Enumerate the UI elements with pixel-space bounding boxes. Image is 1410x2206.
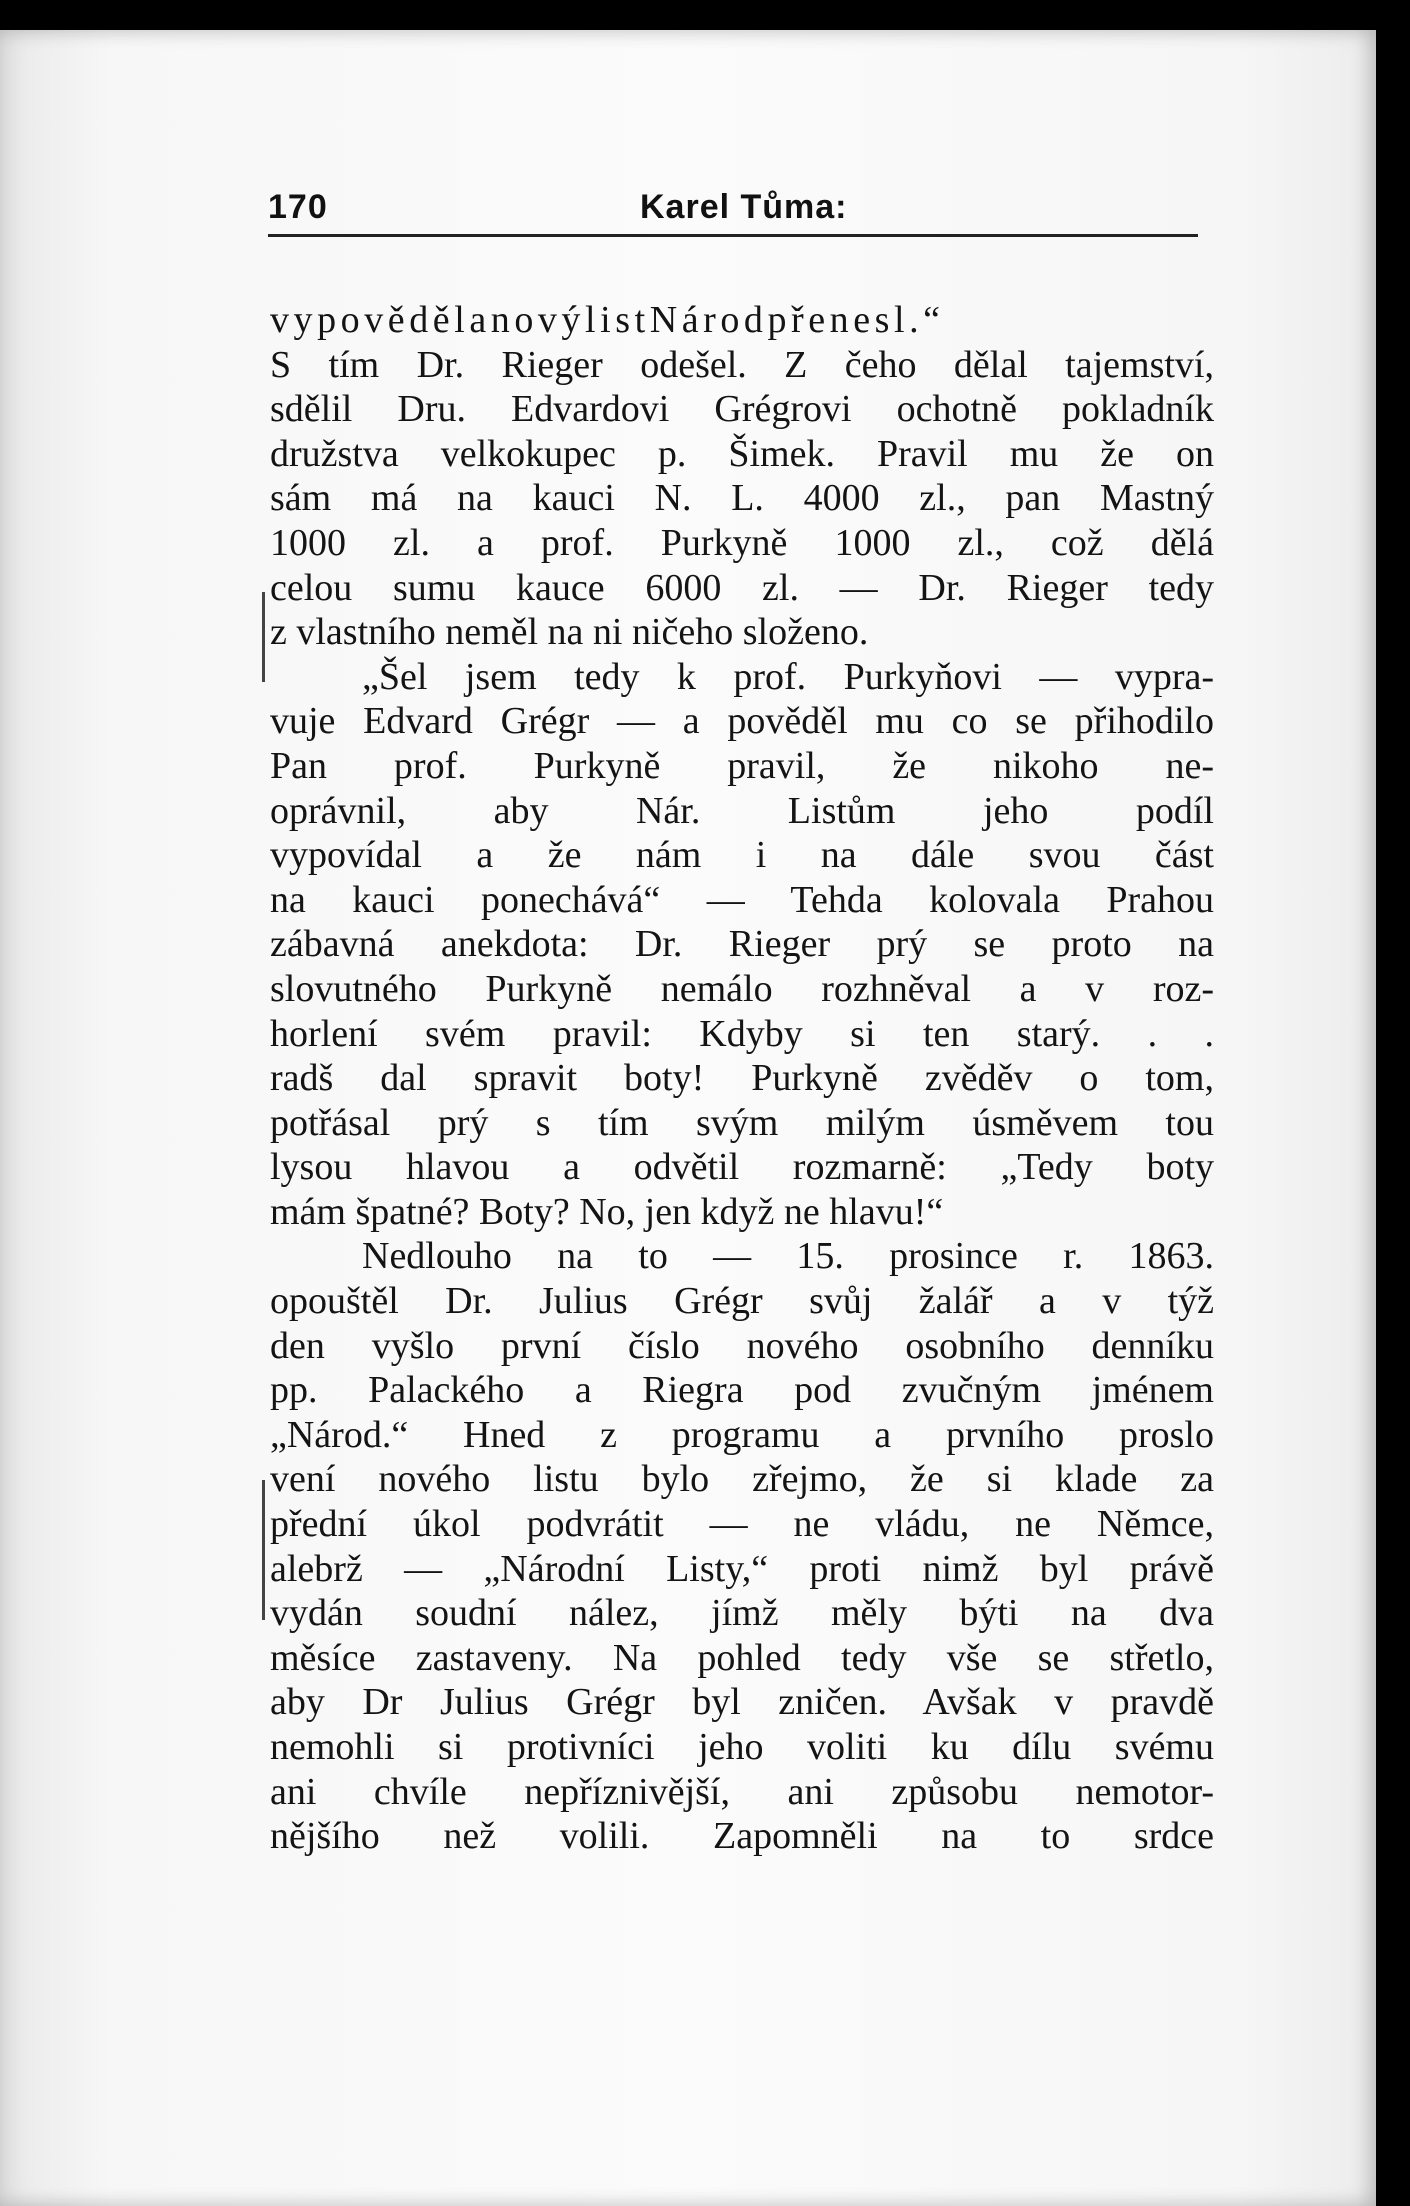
text-line: vení nového listu bylo zřejmo, že si klade za bbox=[270, 1458, 1214, 1501]
text-line: pp. Palackého a Riegra pod zvučným jménem bbox=[270, 1369, 1214, 1412]
text-line: radš dal spravit boty! Purkyně zvěděv o tom, bbox=[270, 1057, 1214, 1100]
body-text bbox=[270, 298, 1214, 1859]
text-line: horlení svém pravil: Kdyby si ten starý. . . bbox=[270, 1012, 1214, 1055]
text-line: „Šel jsem tedy k prof. Purkyňovi — vypra- bbox=[362, 655, 1214, 698]
text-line: vypovídal a že nám i na dále svou část bbox=[270, 834, 1214, 877]
text-line: slovutného Purkyně nemálo rozhněval a v roz- bbox=[270, 967, 1214, 1010]
margin-mark bbox=[262, 1480, 265, 1620]
text-line: družstva velkokupec p. Šimek. Pravil mu že on bbox=[270, 432, 1214, 475]
text-line: oprávnil, aby Nár. Listům jeho podíl bbox=[270, 789, 1214, 832]
text-line: opouštěl Dr. Julius Grégr svůj žalář a v týž bbox=[270, 1280, 1214, 1323]
margin-mark bbox=[262, 592, 265, 682]
text-line: alebrž — „Národní Listy,“ proti nimž byl právě bbox=[270, 1547, 1214, 1590]
text-line: aby Dr Julius Grégr byl zničen. Avšak v pravdě bbox=[270, 1681, 1214, 1724]
text-line: mám špatné? Boty? No, jen když ne hlavu!“ bbox=[270, 1190, 944, 1233]
text-line: „Národ.“ Hned z programu a prvního proslo bbox=[270, 1413, 1214, 1456]
text-line: z vlastního neměl na ni ničeho složeno. bbox=[270, 611, 869, 654]
text-line: potřásal prý s tím svým milým úsměvem tou bbox=[270, 1101, 1214, 1144]
text-line: nemohli si protivníci jeho voliti ku dílu svému bbox=[270, 1726, 1214, 1768]
text-line: sám má na kauci N. L. 4000 zl., pan Mastný bbox=[270, 477, 1214, 520]
text-line: zábavná anekdota: Dr. Rieger prý se proto na bbox=[270, 923, 1214, 966]
text-line: lysou hlavou a odvětil rozmarně: „Tedy boty bbox=[270, 1146, 1214, 1189]
text-line: vuje Edvard Grégr — a pověděl mu co se přihodilo bbox=[270, 700, 1214, 743]
text-line: celou sumu kauce 6000 zl. — Dr. Rieger tedy bbox=[270, 566, 1214, 609]
text-line: vydán soudní nález, jímž měly býti na dva bbox=[270, 1592, 1214, 1635]
text-line: S tím Dr. Rieger odešel. Z čeho dělal tajemství, bbox=[270, 343, 1214, 386]
text-line: sdělil Dru. Edvardovi Grégrovi ochotně pokladník bbox=[270, 388, 1214, 431]
text-line: Pan prof. Purkyně pravil, že nikoho ne- bbox=[270, 744, 1214, 787]
text-line: 1000 zl. a prof. Purkyně 1000 zl., což dělá bbox=[270, 521, 1214, 564]
text-line: ani chvíle nepříznivější, ani způsobu nemotor- bbox=[270, 1770, 1214, 1813]
text-line: na kauci ponechává“ — Tehda kolovala Prahou bbox=[270, 878, 1214, 921]
text-line: vypovědělanovýlistNárodpřenesl.“ bbox=[270, 299, 945, 341]
text-line: měsíce zastaveny. Na pohled tedy vše se střetlo, bbox=[270, 1636, 1214, 1679]
header-rule bbox=[268, 234, 1198, 237]
text-line: Nedlouho na to — 15. prosince r. 1863. bbox=[362, 1235, 1214, 1278]
text-line: nějšího než volili. Zapomněli na to srdce bbox=[270, 1815, 1214, 1858]
running-head: Karel Tůma: bbox=[640, 188, 848, 226]
text-line: den vyšlo první číslo nového osobního denníku bbox=[270, 1324, 1214, 1367]
page-header bbox=[268, 180, 1208, 236]
page-number: 170 bbox=[268, 188, 328, 226]
text-line: přední úkol podvrátit — ne vládu, ne Němce, bbox=[270, 1503, 1214, 1546]
